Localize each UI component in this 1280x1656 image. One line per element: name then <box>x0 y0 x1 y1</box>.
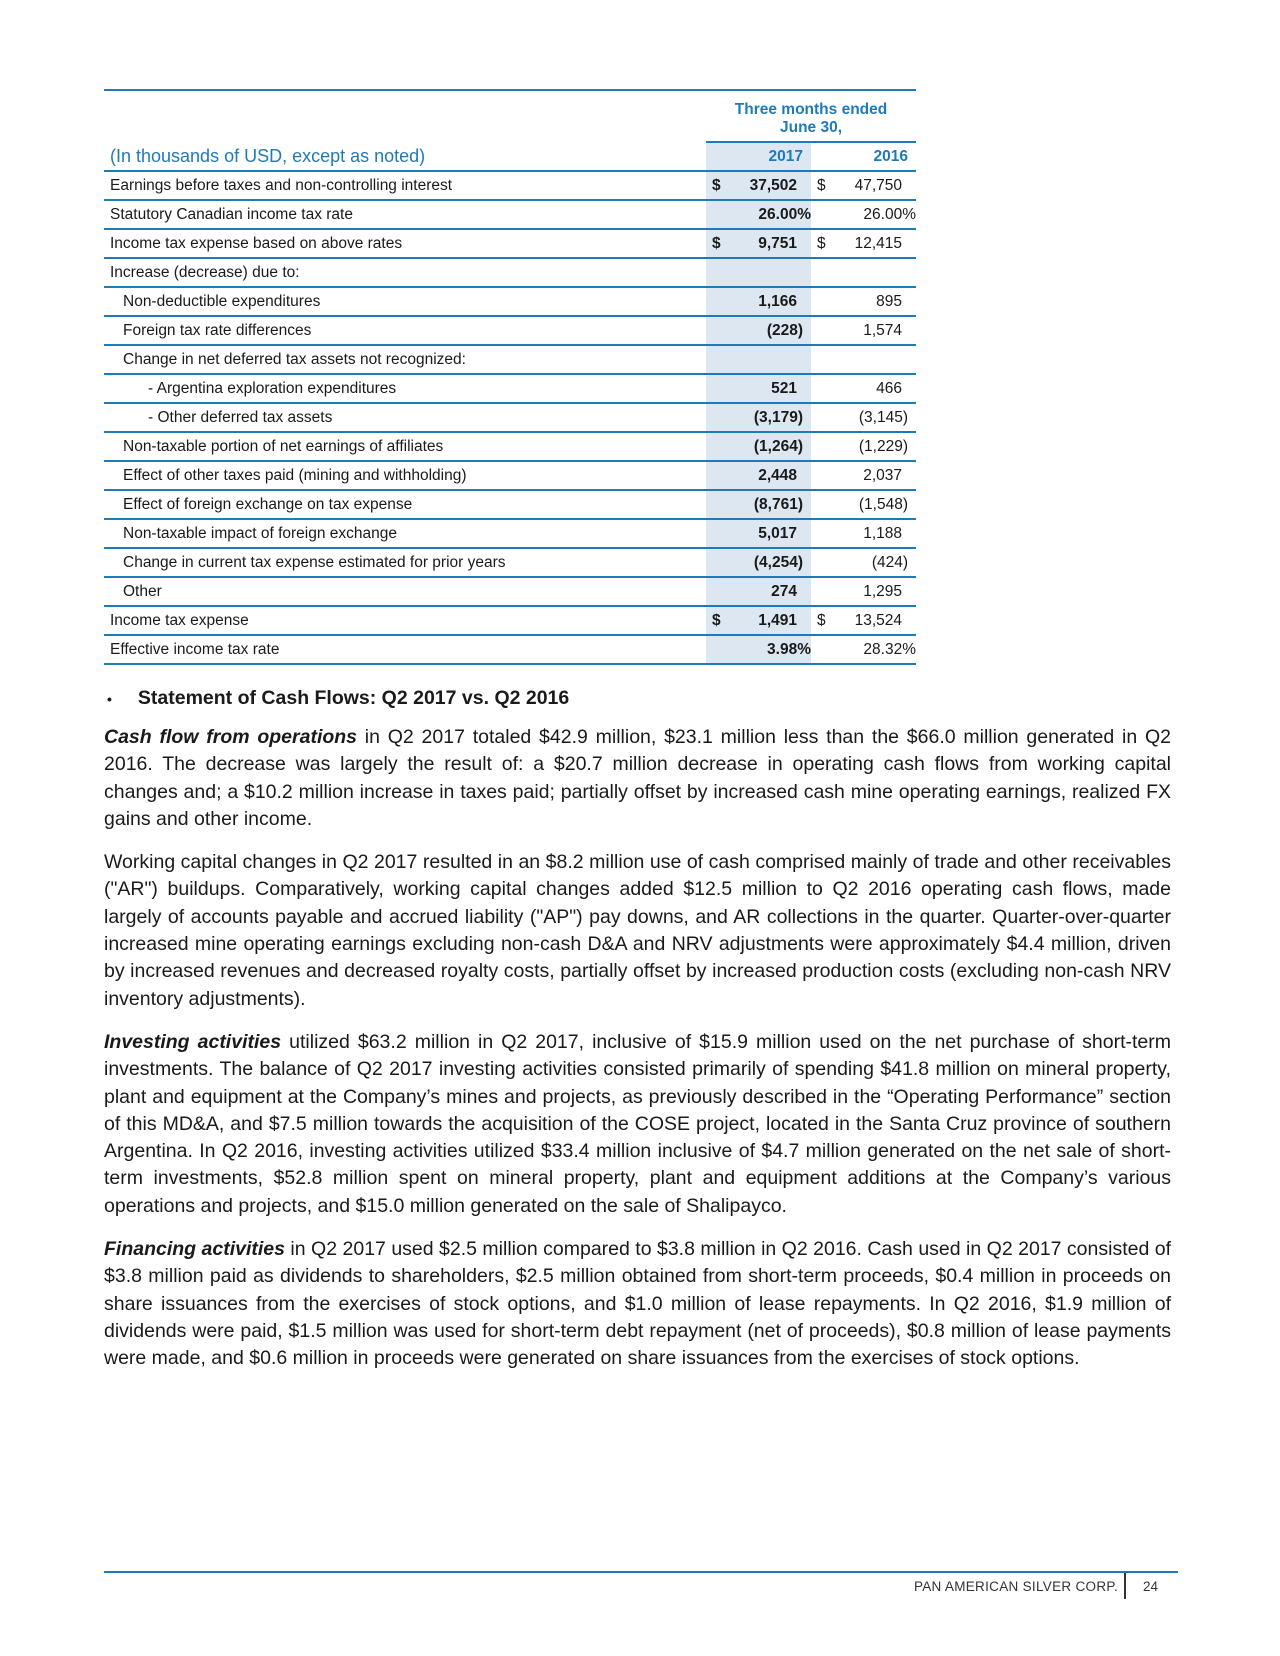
value-2016 <box>811 577 916 606</box>
cell-value: 2,448 <box>758 466 797 484</box>
cell-value: 466 <box>876 379 902 397</box>
table-row <box>104 287 916 316</box>
cell-value: 1,188 <box>863 524 902 542</box>
column-header-2016: 2016 <box>811 142 916 171</box>
table-row <box>104 461 916 490</box>
cell-value: 521 <box>771 379 797 397</box>
footer-company-name: PAN AMERICAN SILVER CORP. <box>913 1579 1118 1594</box>
value-2016 <box>811 403 916 432</box>
value-2016 <box>811 287 916 316</box>
table-row <box>104 635 916 664</box>
cell-value: (4,254) <box>753 553 803 571</box>
value-2016 <box>811 519 916 548</box>
table-row <box>104 258 916 287</box>
table-body <box>104 171 916 664</box>
value-2017 <box>706 403 811 432</box>
text-financing: in Q2 2017 used $2.5 million compared to $3.8 million in Q2 2016. Cash used in Q2 2017 consisted of $3.8 million paid as dividends to shareholders, $2.5 million obtained from short-term proceeds, $0.4 million in proceeds on share issuances from the exercises of stock options, and $1.0 million of lease repayments. In Q2 2016, $1.9 million of dividends were paid, $1.5 million was used for short-term debt repayment (net of proceeds), $0.8 million of lease payments were made, and $0.6 million in proceeds were generated on share issuances from the exercises of stock options. <box>104 1238 1172 1370</box>
value-2017 <box>706 374 811 403</box>
row-label: Change in current tax expense estimated for prior years <box>104 548 706 577</box>
cell-value: (228) <box>766 321 803 339</box>
row-label: Non-taxable impact of foreign exchange <box>104 519 706 548</box>
column-header-2017: 2017 <box>706 142 811 171</box>
value-2016 <box>811 229 916 258</box>
value-2016 <box>811 374 916 403</box>
value-2016 <box>811 345 916 374</box>
row-label: Income tax expense <box>104 606 706 635</box>
value-2016 <box>811 316 916 345</box>
cell-value: (1,229) <box>858 437 908 455</box>
table-row <box>104 519 916 548</box>
paragraph-investing <box>104 1029 1171 1220</box>
value-2016 <box>811 200 916 229</box>
section-heading <box>104 687 569 710</box>
value-2017 <box>706 577 811 606</box>
text-operations: in Q2 2017 totaled $42.9 million, $23.1 million less than the $66.0 million generated in Q2 2016. The decrease was largely the result of: a $20.7 million decrease in operating cash flows from working capital changes and; a $10.2 million increase in taxes paid; partially offset by increased cash mine operating earnings, realized FX gains and other income. <box>104 726 1171 830</box>
value-2017 <box>706 490 811 519</box>
cell-value: 2,037 <box>863 466 902 484</box>
cell-value: 9,751 <box>758 234 797 252</box>
cell-value: 5,017 <box>758 524 797 542</box>
cell-value: (1,548) <box>858 495 908 513</box>
tax-reconciliation-table <box>104 91 916 665</box>
row-label: Foreign tax rate differences <box>104 316 706 345</box>
value-2017 <box>706 258 811 287</box>
footer-rule <box>104 1571 1178 1573</box>
value-2016 <box>811 606 916 635</box>
value-2016 <box>811 258 916 287</box>
cell-value: (424) <box>871 553 908 571</box>
cell-value: 1,574 <box>863 321 902 339</box>
table-row <box>104 606 916 635</box>
row-label: Statutory Canadian income tax rate <box>104 200 706 229</box>
row-label: Increase (decrease) due to: <box>104 258 706 287</box>
value-2016 <box>811 461 916 490</box>
cell-value: 274 <box>771 582 797 600</box>
table-row <box>104 200 916 229</box>
cell-value: 1,491 <box>758 611 797 629</box>
period-label <box>706 91 916 142</box>
table-row <box>104 490 916 519</box>
section-heading-text: Statement of Cash Flows: Q2 2017 vs. Q2 2016 <box>137 687 570 709</box>
value-2016 <box>811 635 916 664</box>
lead-financing: Financing activities <box>104 1238 285 1261</box>
table-row <box>104 403 916 432</box>
paragraph-financing <box>104 1236 1171 1372</box>
cell-value: 28.32% <box>863 640 916 658</box>
table-period-header <box>104 91 916 142</box>
period-line-1: Three months ended <box>734 101 888 118</box>
cell-value: 26.00% <box>863 205 916 223</box>
currency-symbol: $ <box>817 234 826 252</box>
cell-value: 12,415 <box>854 234 902 252</box>
cell-value: 37,502 <box>749 176 797 194</box>
table-year-header <box>104 142 916 171</box>
period-line-2: June 30, <box>779 119 843 136</box>
currency-symbol: $ <box>712 611 721 629</box>
bullet-icon: • <box>107 690 112 707</box>
value-2016 <box>811 171 916 200</box>
value-2017 <box>706 287 811 316</box>
value-2016 <box>811 490 916 519</box>
row-label: Non-deductible expenditures <box>104 287 706 316</box>
table-row <box>104 577 916 606</box>
cell-value: 3.98% <box>767 640 811 658</box>
lead-operations: Cash flow from operations <box>104 726 358 748</box>
body-text <box>104 724 1171 1389</box>
text-investing: utilized $63.2 million in Q2 2017, inclusive of $15.9 million used on the net purchase of short-term investments. The balance of Q2 2017 investing activities consisted primarily of spending $41.8 million on mineral property, plant and equipment at the Company’s mines and projects, as previously described in the “Operating Performance” section of this MD&A, and $7.5 million towards the acquisition of the COSE project, located in the Santa Cruz province of southern Argentina. In Q2 2016, investing activities utilized $33.4 million inclusive of $4.7 million generated on the net sale of short-term investments, $52.8 million spent on mineral property, plant and equipment additions at the Company’s various operations and projects, and $15.0 million generated on the sale of Shalipayco. <box>104 1030 1171 1217</box>
cell-value: (3,145) <box>858 408 908 426</box>
value-2017 <box>706 461 811 490</box>
lead-investing: Investing activities <box>104 1030 282 1053</box>
cell-value: (8,761) <box>753 495 803 513</box>
cell-value: 47,750 <box>854 176 902 194</box>
row-label: Non-taxable portion of net earnings of affiliates <box>104 432 706 461</box>
cell-value: 1,166 <box>758 292 797 310</box>
row-label: Change in net deferred tax assets not recognized: <box>104 345 706 374</box>
table-row <box>104 548 916 577</box>
cell-value: 1,295 <box>863 582 902 600</box>
cell-value: 13,524 <box>854 611 902 629</box>
row-label: - Other deferred tax assets <box>104 403 706 432</box>
value-2017 <box>706 200 811 229</box>
page-number: 24 <box>1143 1579 1159 1594</box>
row-label: Effective income tax rate <box>104 635 706 664</box>
row-label: Effect of foreign exchange on tax expense <box>104 490 706 519</box>
currency-symbol: $ <box>817 611 826 629</box>
row-label: Earnings before taxes and non-controlling interest <box>104 171 706 200</box>
row-label: - Argentina exploration expenditures <box>104 374 706 403</box>
row-label: Income tax expense based on above rates <box>104 229 706 258</box>
table-row <box>104 374 916 403</box>
value-2017 <box>706 345 811 374</box>
units-label: (In thousands of USD, except as noted) <box>104 142 706 171</box>
row-label: Other <box>104 577 706 606</box>
value-2017 <box>706 316 811 345</box>
row-label: Effect of other taxes paid (mining and withholding) <box>104 461 706 490</box>
cell-value: 26.00% <box>758 205 811 223</box>
cell-value: (1,264) <box>753 437 803 455</box>
currency-symbol: $ <box>712 176 721 194</box>
currency-symbol: $ <box>817 176 826 194</box>
footer-separator <box>1124 1573 1126 1599</box>
table-row <box>104 345 916 374</box>
value-2017 <box>706 606 811 635</box>
paragraph-operations <box>104 724 1171 833</box>
table-row <box>104 432 916 461</box>
text-working-capital: Working capital changes in Q2 2017 resulted in an $8.2 million use of cash comprised mainly of trade and other receivables ("AR") buildups. Comparatively, working capital changes added $12.5 million to Q2 2016 operating cash flows, made largely of accounts payable and accrued liability ("AP") pay downs, and AR collections in the quarter. Quarter-over-quarter increased mine operating earnings excluding non-cash D&A and NRV adjustments were approximately $4.4 million, driven by increased revenues and decreased royalty costs, partially offset by increased production costs (excluding non-cash NRV inventory adjustments). <box>104 851 1171 1010</box>
value-2017 <box>706 548 811 577</box>
value-2017 <box>706 519 811 548</box>
value-2017 <box>706 229 811 258</box>
value-2016 <box>811 432 916 461</box>
value-2016 <box>811 548 916 577</box>
value-2017 <box>706 432 811 461</box>
value-2017 <box>706 635 811 664</box>
table-row <box>104 316 916 345</box>
tax-reconciliation-table-wrapper <box>104 89 916 665</box>
cell-value: (3,179) <box>753 408 803 426</box>
cell-value: 895 <box>876 292 902 310</box>
currency-symbol: $ <box>712 234 721 252</box>
table-row <box>104 171 916 200</box>
value-2017 <box>706 171 811 200</box>
table-row <box>104 229 916 258</box>
paragraph-working-capital <box>104 849 1171 1013</box>
